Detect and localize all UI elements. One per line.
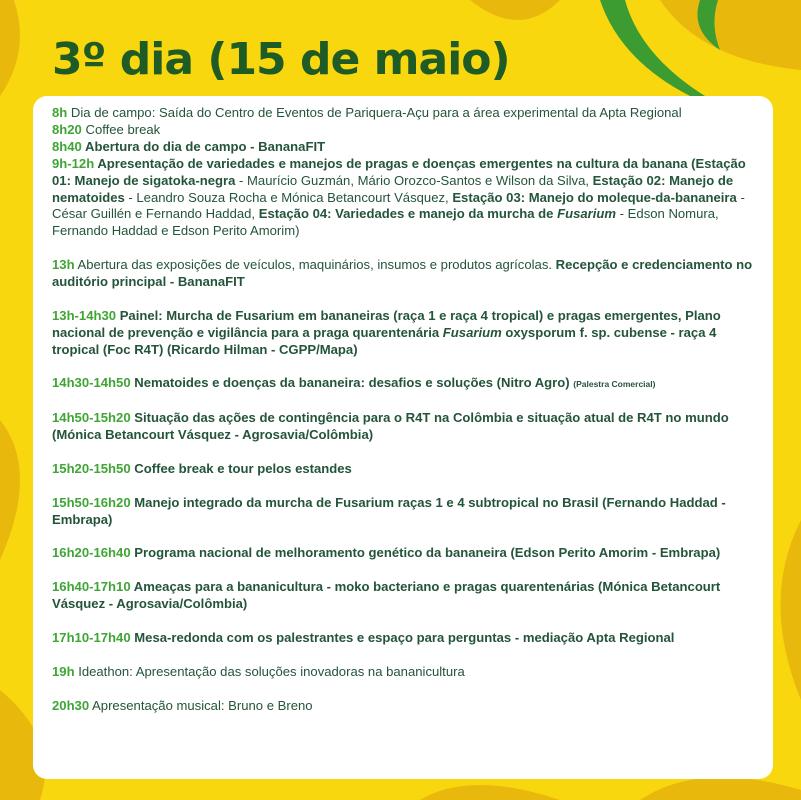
entry-time: 9h-12h (52, 155, 95, 171)
entry-text: - Maurício Guzmán, Mário Orozco-Santos e Wilson da Silva, (235, 172, 593, 188)
schedule-entry (52, 495, 755, 529)
entry-text: Abertura das exposições de veículos, maquinários, insumos e produtos agrícolas. (74, 257, 556, 273)
entry-text: Estação 04: Variedades e manejo da murcha de (258, 206, 558, 222)
entry-text: Dia de campo: Saída do Centro de Eventos de Pariquera-Açu para a área experimental da Apta Regional (67, 105, 682, 120)
leaf-shape (781, 520, 801, 700)
schedule-entry (52, 375, 755, 393)
schedule-entry (52, 545, 755, 562)
leaf-shape (660, 0, 801, 70)
entry-time: 15h50-16h20 (52, 494, 131, 510)
schedule-entry (52, 122, 755, 139)
entry-text: Programa nacional de melhoramento genético da bananeira (Edson Perito Amorim - Embrapa) (130, 545, 721, 561)
entry-text: oxysporum f. sp. cubense - raça 4 tropical (Foc R4T) (Ricardo Hilman - CGPP/Mapa) (52, 324, 717, 357)
entry-time: 8h40 (52, 138, 82, 154)
entry-text: Situação das ações de contingência para o R4T na Colômbia e situação atual de R4T no mundo (Mónica Betancourt Vásquez - Agrosavia/Colômbia) (52, 410, 729, 443)
schedule-entry (52, 410, 755, 444)
schedule-entry (52, 308, 755, 359)
entry-text: Ideathon: Apresentação das soluções inovadoras na bananicultura (74, 663, 465, 679)
page-title: 3º dia (15 de maio) (52, 34, 510, 85)
leaf-shape (0, 0, 20, 120)
schedule-entry (52, 156, 755, 241)
entry-text: Recepção e credenciamento no auditório principal - BananaFIT (52, 257, 753, 290)
entry-text: Coffee break (81, 121, 161, 137)
entry-text: Apresentação musical: Bruno e Breno (89, 697, 313, 713)
schedule-entry (52, 105, 755, 122)
entry-time: 14h30-14h50 (52, 375, 131, 391)
leaf-shape (640, 777, 801, 800)
leaf-shape (420, 785, 560, 800)
entry-time: 13h-14h30 (52, 307, 117, 323)
entry-time: 20h30 (52, 697, 90, 713)
entry-text: (Estação 01: Manejo de sigatoka-negra (52, 155, 746, 188)
schedule-entry (52, 664, 755, 681)
entry-text: Painel: Murcha de Fusarium em bananeiras (raça 1 e raça 4 tropical) e pragas emergentes, Plano nacional de prevenção e vigilância para a praga quarentenária (52, 307, 721, 340)
leaf-shape (470, 0, 560, 20)
leaf-shape (0, 420, 20, 560)
schedule-card (33, 96, 773, 779)
entry-text: Estação 02: Manejo de nematoides (52, 172, 734, 205)
entry-text: - Leandro Souza Rocha e Mónica Betancourt Vásquez, (124, 189, 453, 205)
schedule-entry (52, 579, 755, 613)
entry-time: 8h20 (52, 121, 82, 137)
entry-time: 17h10-17h40 (52, 629, 131, 645)
entry-text: Estação 03: Manejo do moleque-da-bananeira (452, 189, 737, 205)
entry-note: (Palestra Comercial) (573, 379, 656, 390)
entry-text: - Edson Nomura, Fernando Haddad e Edson Perito Amorim) (52, 206, 719, 239)
schedule-entry (52, 461, 755, 478)
schedule-entry (52, 698, 755, 715)
schedule-entry (52, 257, 755, 291)
entry-text: Fusarium (557, 206, 617, 222)
schedule-entry (52, 139, 755, 156)
entry-text: Mesa-redonda com os palestrantes e espaço para perguntas - mediação Apta Regional (130, 629, 675, 645)
entry-time: 13h (52, 257, 75, 273)
entry-time: 16h20-16h40 (52, 545, 131, 561)
entry-text: Ameaças para a bananicultura - moko bacteriano e pragas quarentenárias (Mónica Betancourt Vásquez - Agrosavia/Colômbia) (52, 579, 721, 612)
entry-text: Abertura do dia de campo - BananaFIT (81, 138, 326, 154)
entry-text: - César Guillén e Fernando Haddad, (52, 189, 745, 222)
entry-text: Manejo integrado da murcha de Fusarium raças 1 e 4 subtropical no Brasil (Fernando Haddad - Embrapa) (52, 494, 726, 527)
entry-time: 14h50-15h20 (52, 410, 131, 426)
entry-text: Coffee break e tour pelos estandes (130, 460, 352, 476)
entry-time: 19h (52, 663, 75, 679)
entry-text: Nematoides e doenças da bananeira: desafios e soluções (Nitro Agro) (130, 375, 574, 391)
schedule-entry (52, 630, 755, 647)
entry-time: 15h20-15h50 (52, 460, 131, 476)
entry-text: Fusarium (442, 324, 502, 340)
entry-time: 8h (52, 105, 68, 120)
entry-time: 16h40-17h10 (52, 579, 131, 595)
entry-text: Apresentação de variedades e manejos de pragas e doenças emergentes na cultura da banana (94, 155, 688, 171)
